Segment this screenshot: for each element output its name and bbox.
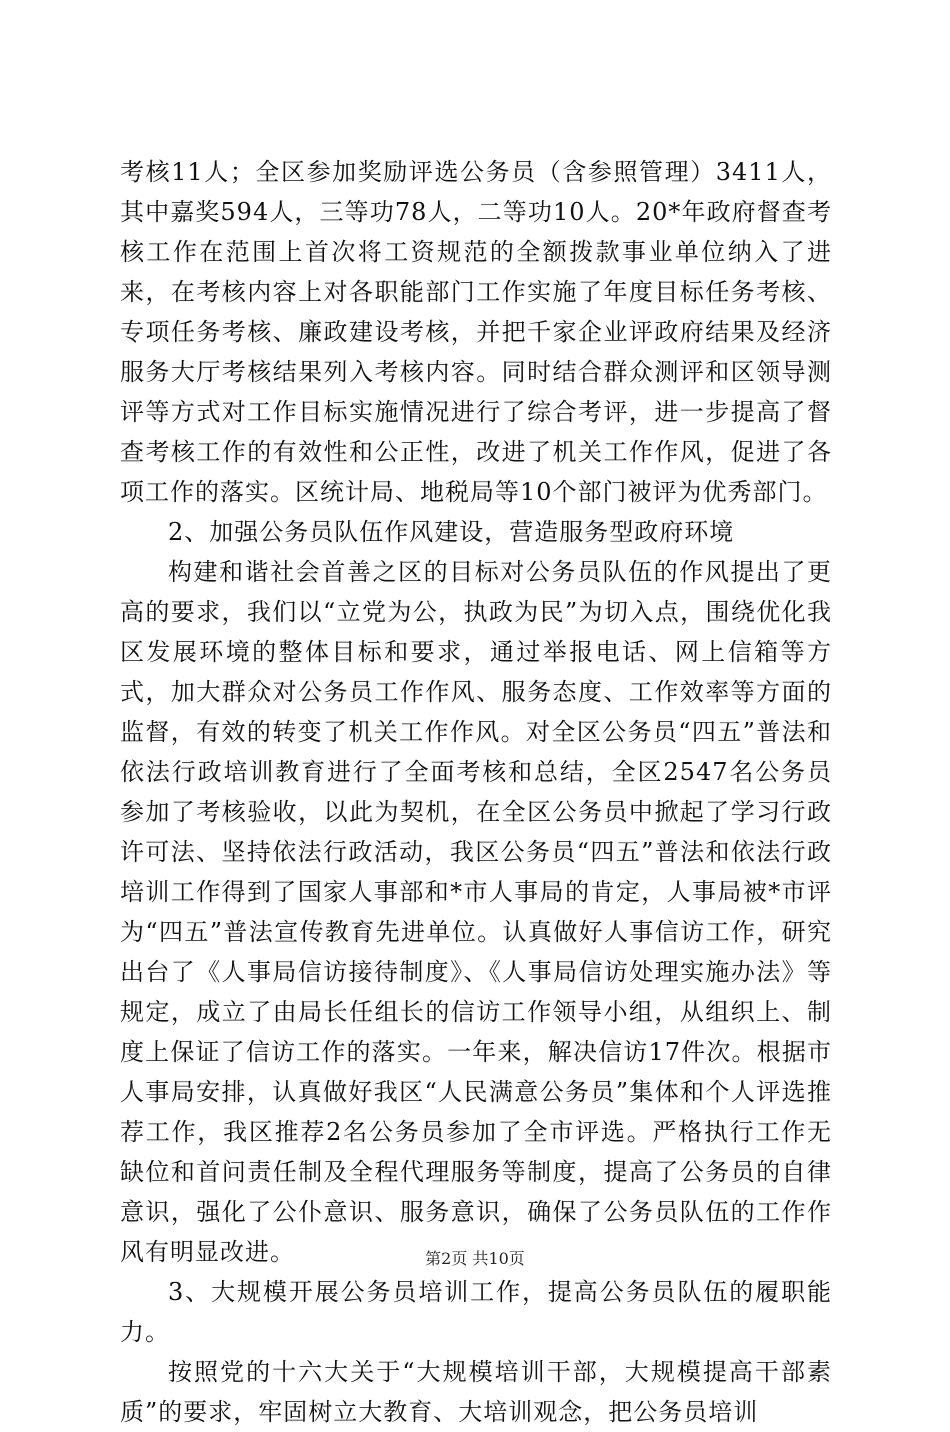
document-body xyxy=(120,152,832,1432)
paragraph: 考核11人；全区参加奖励评选公务员（含参照管理）3411人，其中嘉奖594人，三等功78人，二等功10人。20*年政府督查考核工作在范围上首次将工资规范的全额拨款事业单位纳入了进来，在考核内容上对各职能部门工作实施了年度目标任务考核、专项任务考核、廉政建设考核，并把千家企业评政府结果及经济服务大厅考核结果列入考核内容。同时结合群众测评和区领导测评等方式对工作目标实施情况进行了综合考评，进一步提高了督查考核工作的有效性和公正性，改进了机关工作作风，促进了各项工作的落实。区统计局、地税局等10个部门被评为优秀部门。 xyxy=(120,158,832,506)
paragraph: 按照党的十六大关于“大规模培训干部，大规模提高干部素质”的要求，牢固树立大教育、大培训观念，把公务员培训 xyxy=(120,1358,832,1426)
page-footer: 第2页 共10页 xyxy=(425,1249,525,1268)
paragraph: 3、大规模开展公务员培训工作，提高公务员队伍的履职能力。 xyxy=(120,1278,832,1346)
paragraph: 2、加强公务员队伍作风建设，营造服务型政府环境 xyxy=(168,518,735,546)
paragraph: 构建和谐社会首善之区的目标对公务员队伍的作风提出了更高的要求，我们以“立党为公，执政为民”为切入点，围绕优化我区发展环境的整体目标和要求，通过举报电话、网上信箱等方式，加大群众对公务员工作作风、服务态度、工作效率等方面的监督，有效的转变了机关工作作风。对全区公务员“四五”普法和依法行政培训教育进行了全面考核和总结，全区2547名公务员参加了考核验收，以此为契机，在全区公务员中掀起了学习行政许可法、坚持依法行政活动，我区公务员“四五”普法和依法行政培训工作得到了国家人事部和*市人事局的肯定，人事局被*市评为“四五”普法宣传教育先进单位。认真做好人事信访工作，研究出台了《人事局信访接待制度》、《人事局信访处理实施办法》等规定，成立了由局长任组长的信访工作领导小组，从组织上、制度上保证了信访工作的落实。一年来，解决信访17件次。根据市人事局安排，认真做好我区“人民满意公务员”集体和个人评选推荐工作，我区推荐2名公务员参加了全市评选。严格执行工作无缺位和首问责任制及全程代理服务等制度，提高了公务员的自律意识，强化了公仆意识、服务意识，确保了公务员队伍的工作作风有明显改进。 xyxy=(120,558,832,1266)
